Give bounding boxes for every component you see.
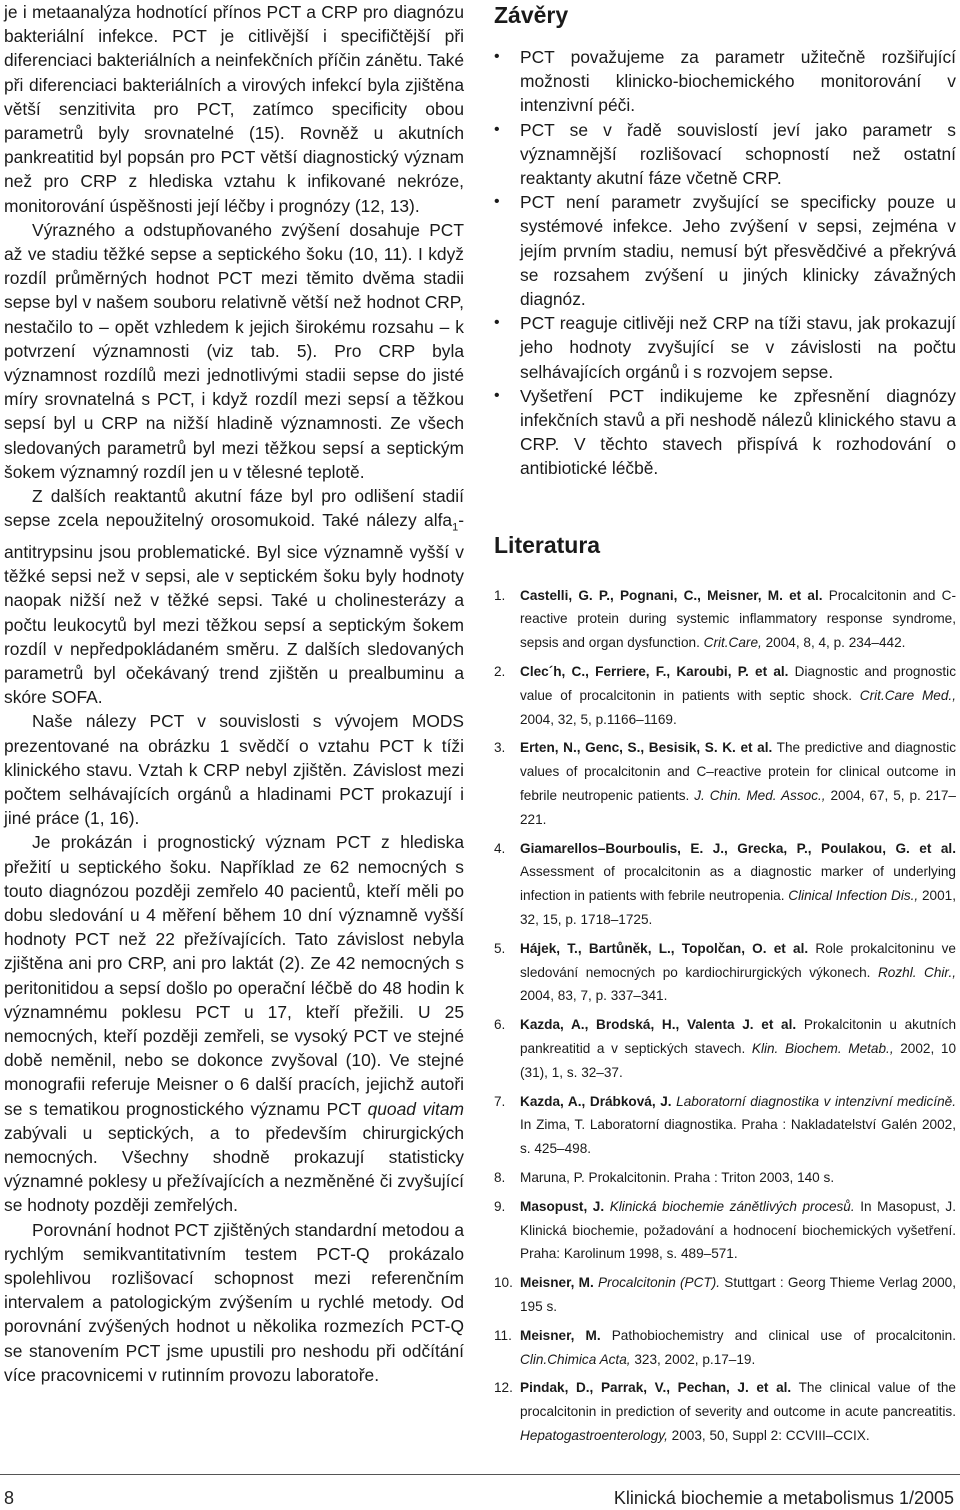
reference-item	[494, 837, 956, 932]
reference-tail: 2004, 8, 4, p. 234–442.	[761, 635, 906, 651]
conclusion-text: PCT není parametr zvyšující se specificky pouze u systémové infekce. Jeho zvýšení v sepsi, zejména v jejím prvním stadiu, nemusí být přesvědčivé a překrývá se rozsahem zvýšení u jiných klinicky závažných diagnóz.	[520, 192, 956, 310]
reference-number: 11.	[494, 1327, 512, 1343]
body-paragraph	[4, 830, 464, 1217]
conclusion-item	[494, 45, 956, 118]
text-span: Z dalších reaktantů akutní fáze byl pro odlišení stadií sepse zcela nepoužitelný orosomukoid. Také nálezy alfa	[4, 486, 464, 531]
reference-text: Role prokalcitoninu ve sledování nemocných po kardiochirurgických výkonech.	[520, 940, 956, 980]
reference-item	[494, 736, 956, 831]
reference-tail: 2001, 32, 15, p. 1718–1725.	[520, 888, 957, 928]
body-paragraph: Porovnání hodnot PCT zjištěných standardní metodou a rychlým semikvantitativním testem PCT-Q prokázalo spolehlivou rozlišovací schopnost mezi referenčním intervalem a patologickým zvýšením u rychlé metody. Od porovnání zvýšených hodnot u několika rozmezích PCT-Q se stanovením PCT jsme upustili pro neshodu při odčítání více pracovnicemi v rutinním provozu laboratoře.	[4, 1219, 464, 1385]
reference-tail: In Zima, T. Laboratorní diagnostika. Praha : Nakladatelství Galén 2002, s. 425–498.	[520, 1117, 956, 1157]
reference-authors: Meisner, M.	[520, 1327, 601, 1343]
reference-journal: Clin.Chimica Acta,	[520, 1351, 631, 1367]
reference-tail: 2003, 50, Suppl 2: CCVIII–CCIX.	[667, 1427, 870, 1443]
reference-tail: 323, 2002, p.17–19.	[630, 1351, 756, 1367]
reference-authors: Castelli, G. P., Pognani, C., Meisner, M. et al.	[520, 587, 823, 603]
reference-number: 2.	[494, 664, 506, 680]
literature-heading: Literatura	[494, 531, 601, 558]
conclusion-text: PCT považujeme za parametr užitečně rozšiřující možnosti klinicko-biochemického monitorování v intenzivní péči.	[520, 47, 956, 116]
reference-journal: J. Chin. Med. Assoc.,	[694, 788, 826, 804]
reference-journal: Klin. Biochem. Metab.,	[751, 1041, 894, 1056]
conclusion-item	[494, 190, 956, 311]
conclusion-item	[494, 118, 956, 191]
reference-text: Prokalcitonin u akutních pankreatitid a v septických stavech.	[520, 1017, 956, 1056]
reference-journal: Rozhl. Chir.,	[877, 964, 957, 980]
reference-number: 1.	[494, 587, 506, 603]
reference-journal: Laboratorní diagnostika v intenzivní medicíně.	[676, 1093, 956, 1109]
reference-number: 4.	[494, 840, 506, 856]
reference-journal: Crit.Care,	[703, 635, 762, 651]
reference-text: Diagnostic and prognostic value of procalcitonin in patients with septic shock.	[520, 664, 956, 703]
reference-authors: Kazda, A., Drábková, J.	[520, 1093, 672, 1109]
reference-authors: Pindak, D., Parrak, V., Pechan, J. et al.	[520, 1380, 792, 1396]
reference-authors: Meisner, M.	[520, 1275, 594, 1291]
reference-list	[494, 584, 956, 1448]
reference-text: Pathobiochemistry and clinical use of procalcitonin.	[600, 1327, 956, 1343]
reference-item	[494, 1195, 956, 1266]
reference-item	[494, 1271, 956, 1319]
reference-number: 9.	[494, 1198, 506, 1214]
footer-divider	[0, 1474, 960, 1475]
body-paragraph: Naše nálezy PCT v souvislosti s vývojem MODS prezentované na obrázku 1 svědčí o vztahu PCT k tíži klinického stavu. Vztah k CRP nebyl zjištěn. Závislost mezi počtem selhávajících orgánů a hladinami PCT prokazují i jiné práce (1, 16).	[4, 711, 464, 829]
reference-text: Procalcitonin and C-reactive protein during systemic inflammatory response syndrome, sepsis and organ dysfunction.	[520, 587, 956, 651]
reference-item	[494, 1376, 956, 1447]
page-number: 8	[4, 1488, 15, 1508]
reference-text: Assessment of procalcitonin as a diagnostic marker of underlying infection in patients with febrile neutropenia.	[520, 864, 956, 904]
reference-journal: Klinická biochemie zánětlivých procesů.	[609, 1198, 855, 1214]
reference-number: 5.	[494, 940, 506, 956]
reference-item	[494, 1324, 956, 1372]
conclusion-item	[494, 384, 956, 481]
body-paragraph	[4, 484, 464, 709]
reference-number: 3.	[494, 740, 506, 756]
reference-number: 8.	[494, 1169, 506, 1185]
reference-tail: 2004, 67, 5, p. 217–221.	[520, 788, 956, 827]
conclusions-heading: Závěry	[494, 2, 569, 28]
bullet-icon: •	[494, 314, 500, 332]
reference-item	[494, 1090, 956, 1161]
reference-tail: 2004, 32, 5, p.1166–1169.	[520, 711, 677, 727]
conclusion-text: PCT reaguje citlivěji než CRP na tíži stavu, jak prokazují jeho hodnoty zvyšující se v závislosti na počtu selhávajících orgánů i s rozvojem sepse.	[520, 313, 956, 382]
conclusions-list	[494, 45, 956, 481]
reference-text: The clinical value of the procalcitonin in prediction of severity and outcome in acute pancreatitis.	[520, 1380, 956, 1420]
conclusion-item	[494, 311, 956, 384]
bullet-icon: •	[494, 48, 500, 65]
reference-number: 10.	[494, 1275, 513, 1291]
reference-authors: Hájek, T., Bartůněk, L., Topolčan, O. et al.	[520, 940, 809, 956]
reference-authors: Giamarellos–Bourboulis, E. J., Grecka, P., Poulakou, G. et al.	[520, 840, 956, 856]
reference-journal: Clinical Infection Dis.,	[788, 888, 919, 904]
reference-journal: Procalcitonin (PCT).	[597, 1275, 721, 1291]
reference-tail: 2004, 83, 7, p. 337–341.	[520, 988, 668, 1004]
conclusion-text: PCT se v řadě souvislostí jeví jako parametr s významnější rozlišovací schopností než ostatní reaktanty akutní fáze včetně CRP.	[520, 119, 956, 189]
reference-item	[494, 660, 956, 731]
bullet-icon: •	[494, 193, 500, 211]
text-span: zabývali u septických, a to především chirurgických nemocných. Všechny shodně prokazují statisticky významné poklesy u přežívajících a nezměněné či zvyšující se hodnoty později zemřelých.	[4, 1122, 464, 1216]
reference-item	[494, 1166, 956, 1190]
reference-authors: Erten, N., Genc, S., Besisik, S. K. et al.	[520, 740, 773, 756]
right-column	[494, 0, 956, 1453]
text-span: Je prokázán i prognostický význam PCT z hlediska přežití u septického šoku. Například ze 62 nemocných s touto diagnózou později zemřelo 40 pacientů, kteří měli po dobu sledování u 4 měření během 10 dní významně vyšší hodnoty PCT než 22 přežívajících. Tato závislost nebyla zjištěna ani pro CRP, ani pro laktát (2). Ze 42 nemocných s peritonitidou a sepsí došlo po operační léčbě do 48 hodin k významnému poklesu PCT u 17, kteří přežili. U 25 nemocných, kteří později zemřeli, se vysoký PCT ve stejné době neměnil, nebo se dokonce zvyšoval (10). Ve stejné monografii referuje Meisner o 6 další pracích, jejichž autoři se s tematikou prognostického významu PCT	[4, 832, 464, 1119]
reference-journal: Hepatogastroenterology,	[520, 1427, 668, 1443]
reference-number: 7.	[494, 1093, 506, 1109]
reference-authors: Masopust, J.	[520, 1198, 605, 1214]
left-column	[4, 0, 464, 1387]
body-paragraph: Výrazného a odstupňovaného zvýšení dosahuje PCT až ve stadiu těžké sepse a septického šoku (10, 11). I když rozdíl průměrných hodnot PCT mezi těmito dvěma stadii sepse byl v našem souboru relativně větší než hodnot CRP, nestačilo to – opět vzhledem k jejich širokému rozsahu – k potvrzení významnosti (viz tab. 5). Pro CRP byla významnost rozdílů mezi jednotlivými stadii sepse do jisté míry srovnatelná s PCT, i když rozdíl mezi sepsí a těžkou sepsí byl u CRP na nižší hladině významnosti. Ze všech sledovaných parametrů byl mezi těžkou sepsí a septickým šokem významný rozdíl jen u v tělesné teplotě.	[4, 219, 464, 482]
reference-authors: Kazda, A., Brodská, H., Valenta J. et al.	[520, 1017, 797, 1033]
reference-tail: Stuttgart : Georg Thieme Verlag 2000, 195 s.	[520, 1275, 956, 1314]
reference-item	[494, 584, 956, 655]
reference-item	[494, 1013, 956, 1084]
journal-name: Klinická biochemie a metabolismus 1/2005	[613, 1488, 954, 1508]
body-paragraph: je i metaanalýza hodnotící přínos PCT a CRP pro diagnózu bakteriální infekce. PCT je citlivější i specifičtější při diferenciaci bakteriálních a neinfekčních příčin zánětu. Také při diferenciaci bakteriálních a virových infekcí byla zjištěna větší senzitivita pro PCT, zatímco specificity obou parametrů byly srovnatelné (15). Rovněž u akutních pankreatitid byl popsán pro PCT větší diagnostický význam než pro CRP z hlediska vztahu k infikované nekróze, monitorování úspěšnosti její léčby i prognózy (12, 13).	[4, 2, 464, 216]
subscript: 1	[452, 521, 459, 534]
bullet-icon: •	[494, 386, 500, 404]
reference-number: 12.	[494, 1380, 513, 1396]
text-span: -antitrypsinu jsou problematické. Byl sice významně vyšší v těžké sepsi než v sepsi, ale v septickém šoku byly hodnoty naopak nižší než v těžké sepsi. Také u cholinesterázy a počtu leukocytů byl mezi těžkou sepsí a septickým šokem rozdíl v nepředpokládaném směru. Z dalších sledovaných parametrů byl očekávaný trend zjištěn u prealbuminu a skóre SOFA.	[4, 510, 464, 708]
reference-text: Maruna, P. Prokalcitonin. Praha : Triton 2003, 140 s.	[520, 1169, 835, 1185]
bullet-icon: •	[494, 120, 500, 138]
italic-span: quoad vitam	[367, 1098, 464, 1119]
reference-authors: Clec´h, C., Ferriere, F., Karoubi, P. et al.	[520, 664, 789, 680]
reference-tail: In Masopust, J. Klinická biochemie, požadování a hodnocení biochemických vyšetření. Praha: Karolinum 1998, s. 489–571.	[520, 1198, 956, 1262]
conclusion-text: Vyšetření PCT indikujeme ke zpřesnění diagnózy infekčních stavů a při neshodě nálezů klinického stavu a CRP. V těchto stavech přispívá k rozhodování o antibiotické léčbě.	[520, 385, 956, 479]
reference-tail: 2002, 10 (31), 1, s. 32–37.	[520, 1041, 957, 1080]
reference-number: 6.	[494, 1017, 506, 1033]
reference-text: The predictive and diagnostic values of procalcitonin and C–reactive protein for clinical outcome in febrile neutropenic patients.	[520, 740, 957, 804]
reference-item	[494, 937, 956, 1008]
reference-journal: Crit.Care Med.,	[859, 687, 956, 703]
